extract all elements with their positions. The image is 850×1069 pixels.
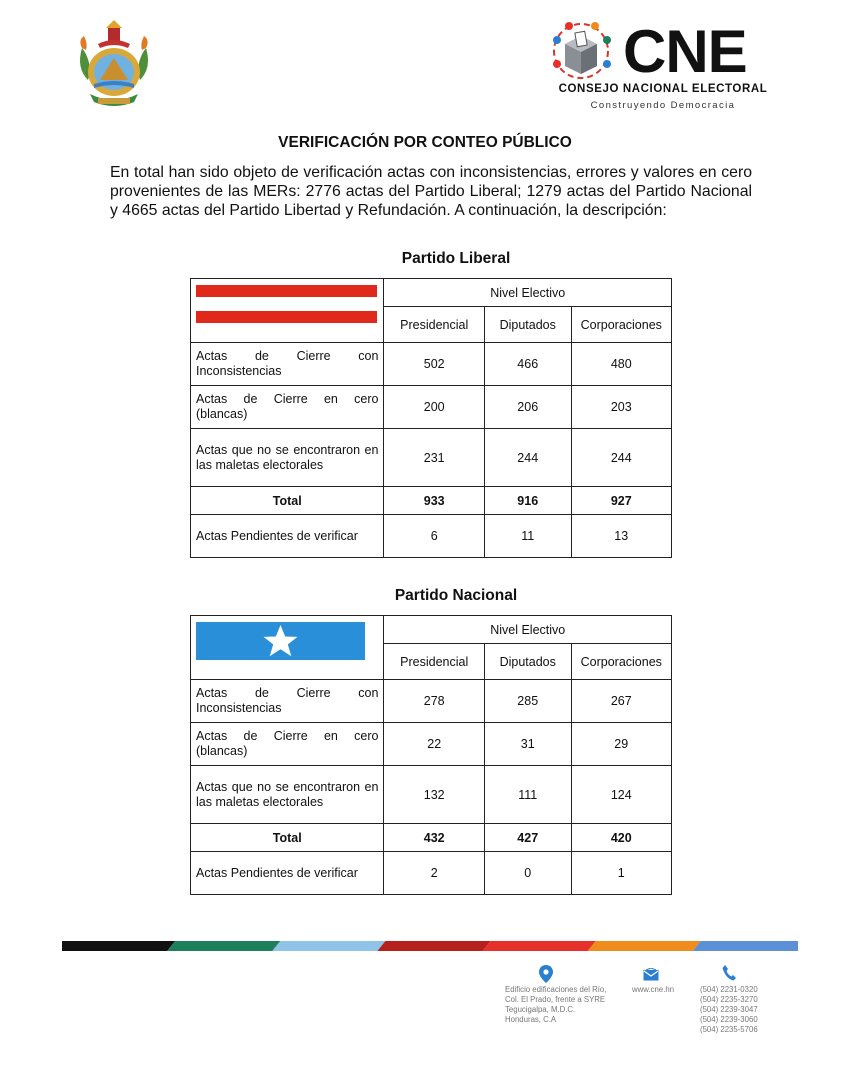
cell-value: 11 — [484, 515, 571, 558]
column-header-diputados: Diputados — [484, 307, 571, 343]
coat-of-arms-logo — [68, 18, 160, 110]
cell-value: 31 — [484, 723, 571, 766]
table-partido-liberal — [190, 278, 672, 558]
phone-number: (504) 2231-0320 — [700, 985, 758, 994]
table-row — [191, 429, 672, 487]
cell-value: 203 — [571, 386, 671, 429]
table-row — [191, 723, 672, 766]
cell-value: 420 — [571, 824, 671, 852]
cell-value: 13 — [571, 515, 671, 558]
cne-logo — [545, 20, 780, 115]
table-row — [191, 386, 672, 429]
cell-value: 285 — [484, 680, 571, 723]
address-line: Edificio edificaciones del Río, — [505, 985, 607, 994]
row-label: Actas que no se encontraron en las maletas electorales — [191, 429, 384, 487]
cell-value: 480 — [571, 343, 671, 386]
flag-stripe — [196, 311, 377, 323]
row-label: Total — [191, 824, 384, 852]
cell-value: 427 — [484, 824, 571, 852]
footer-bar-segment — [272, 941, 385, 951]
nacional-flag-cell — [191, 616, 384, 680]
cne-logo-subtitle: CONSEJO NACIONAL ELECTORAL — [558, 83, 768, 95]
phone-number: (504) 2235-3270 — [700, 995, 758, 1004]
cell-value: 466 — [484, 343, 571, 386]
cell-value: 22 — [384, 723, 484, 766]
column-group-header: Nivel Electivo — [384, 616, 672, 644]
cell-value: 933 — [384, 487, 484, 515]
cell-value: 200 — [384, 386, 484, 429]
table-row — [191, 852, 672, 895]
column-header-corporaciones: Corporaciones — [571, 307, 671, 343]
phone-number: (504) 2239-3047 — [700, 1005, 758, 1014]
cell-value: 432 — [384, 824, 484, 852]
cne-logo-tagline: Construyendo Democracia — [590, 100, 736, 111]
column-group-header: Nivel Electivo — [384, 279, 672, 307]
row-label: Actas Pendientes de verificar — [191, 515, 384, 558]
cell-value: 502 — [384, 343, 484, 386]
table-row-total — [191, 487, 672, 515]
row-label: Actas de Cierre en cero (blancas) — [191, 723, 384, 766]
footer-bar-segment — [62, 941, 175, 951]
table-row — [191, 766, 672, 824]
cell-value: 927 — [571, 487, 671, 515]
cell-value: 124 — [571, 766, 671, 824]
ballot-box-icon — [545, 20, 617, 82]
cell-value: 0 — [484, 852, 571, 895]
star-icon — [196, 622, 365, 660]
cell-value: 111 — [484, 766, 571, 824]
address-line: Col. El Prado, frente a SYRE — [505, 995, 606, 1004]
cell-value: 132 — [384, 766, 484, 824]
column-header-diputados: Diputados — [484, 644, 571, 680]
document-title: VERIFICACIÓN POR CONTEO PÚBLICO — [278, 134, 572, 151]
footer-bar-segment — [167, 941, 280, 951]
footer-bar-segment — [377, 941, 490, 951]
row-label: Actas de Cierre con Inconsistencias — [191, 343, 384, 386]
cell-value: 29 — [571, 723, 671, 766]
table-row — [191, 515, 672, 558]
row-label: Actas que no se encontraron en las maletas electorales — [191, 766, 384, 824]
cell-value: 6 — [384, 515, 484, 558]
footer-phones — [700, 985, 758, 1035]
section-title-nacional: Partido Nacional — [394, 587, 518, 604]
section-title-liberal: Partido Liberal — [401, 250, 511, 267]
address-line: Honduras, C.A — [505, 1015, 557, 1024]
phone-number: (504) 2239-3060 — [700, 1015, 758, 1024]
cell-value: 1 — [571, 852, 671, 895]
footer-bar-segment — [483, 941, 596, 951]
footer-website[interactable]: www.cne.hn — [632, 985, 675, 994]
row-label: Actas Pendientes de verificar — [191, 852, 384, 895]
flag-stripe — [196, 285, 377, 297]
cell-value: 2 — [384, 852, 484, 895]
table-row — [191, 343, 672, 386]
footer-address — [505, 985, 615, 1025]
intro-paragraph: En total han sido objeto de verificación actas con inconsistencias, errores y valores en cero provenientes de las MERs: 2776 actas del Partido Liberal; 1279 actas del Partido Nacional y 4665 actas del Partido Libertad y Refundación. A continuación, la descripción: — [110, 164, 752, 219]
cell-value: 278 — [384, 680, 484, 723]
cell-value: 231 — [384, 429, 484, 487]
column-header-corporaciones: Corporaciones — [571, 644, 671, 680]
cell-value: 916 — [484, 487, 571, 515]
column-header-presidencial: Presidencial — [384, 307, 484, 343]
email-icon — [643, 968, 659, 981]
row-label: Actas de Cierre en cero (blancas) — [191, 386, 384, 429]
partido-liberal-flag — [196, 279, 377, 342]
phone-icon — [722, 965, 736, 981]
footer-color-bar — [62, 941, 798, 951]
cell-value: 206 — [484, 386, 571, 429]
table-row-total — [191, 824, 672, 852]
phone-number: (504) 2235-5706 — [700, 1025, 758, 1034]
footer-bar-segment — [588, 941, 701, 951]
column-header-presidencial: Presidencial — [384, 644, 484, 680]
cell-value: 244 — [571, 429, 671, 487]
address-line: Tegucigalpa, M.D.C. — [505, 1005, 576, 1014]
table-partido-nacional — [190, 615, 672, 895]
cell-value: 267 — [571, 680, 671, 723]
partido-nacional-flag — [196, 622, 365, 660]
table-row — [191, 680, 672, 723]
row-label: Actas de Cierre con Inconsistencias — [191, 680, 384, 723]
footer-bar-segment — [693, 941, 798, 951]
cne-logo-text: CNE — [623, 18, 747, 85]
cell-value: 244 — [484, 429, 571, 487]
row-label: Total — [191, 487, 384, 515]
location-pin-icon — [539, 965, 553, 983]
liberal-flag-cell — [191, 279, 384, 343]
